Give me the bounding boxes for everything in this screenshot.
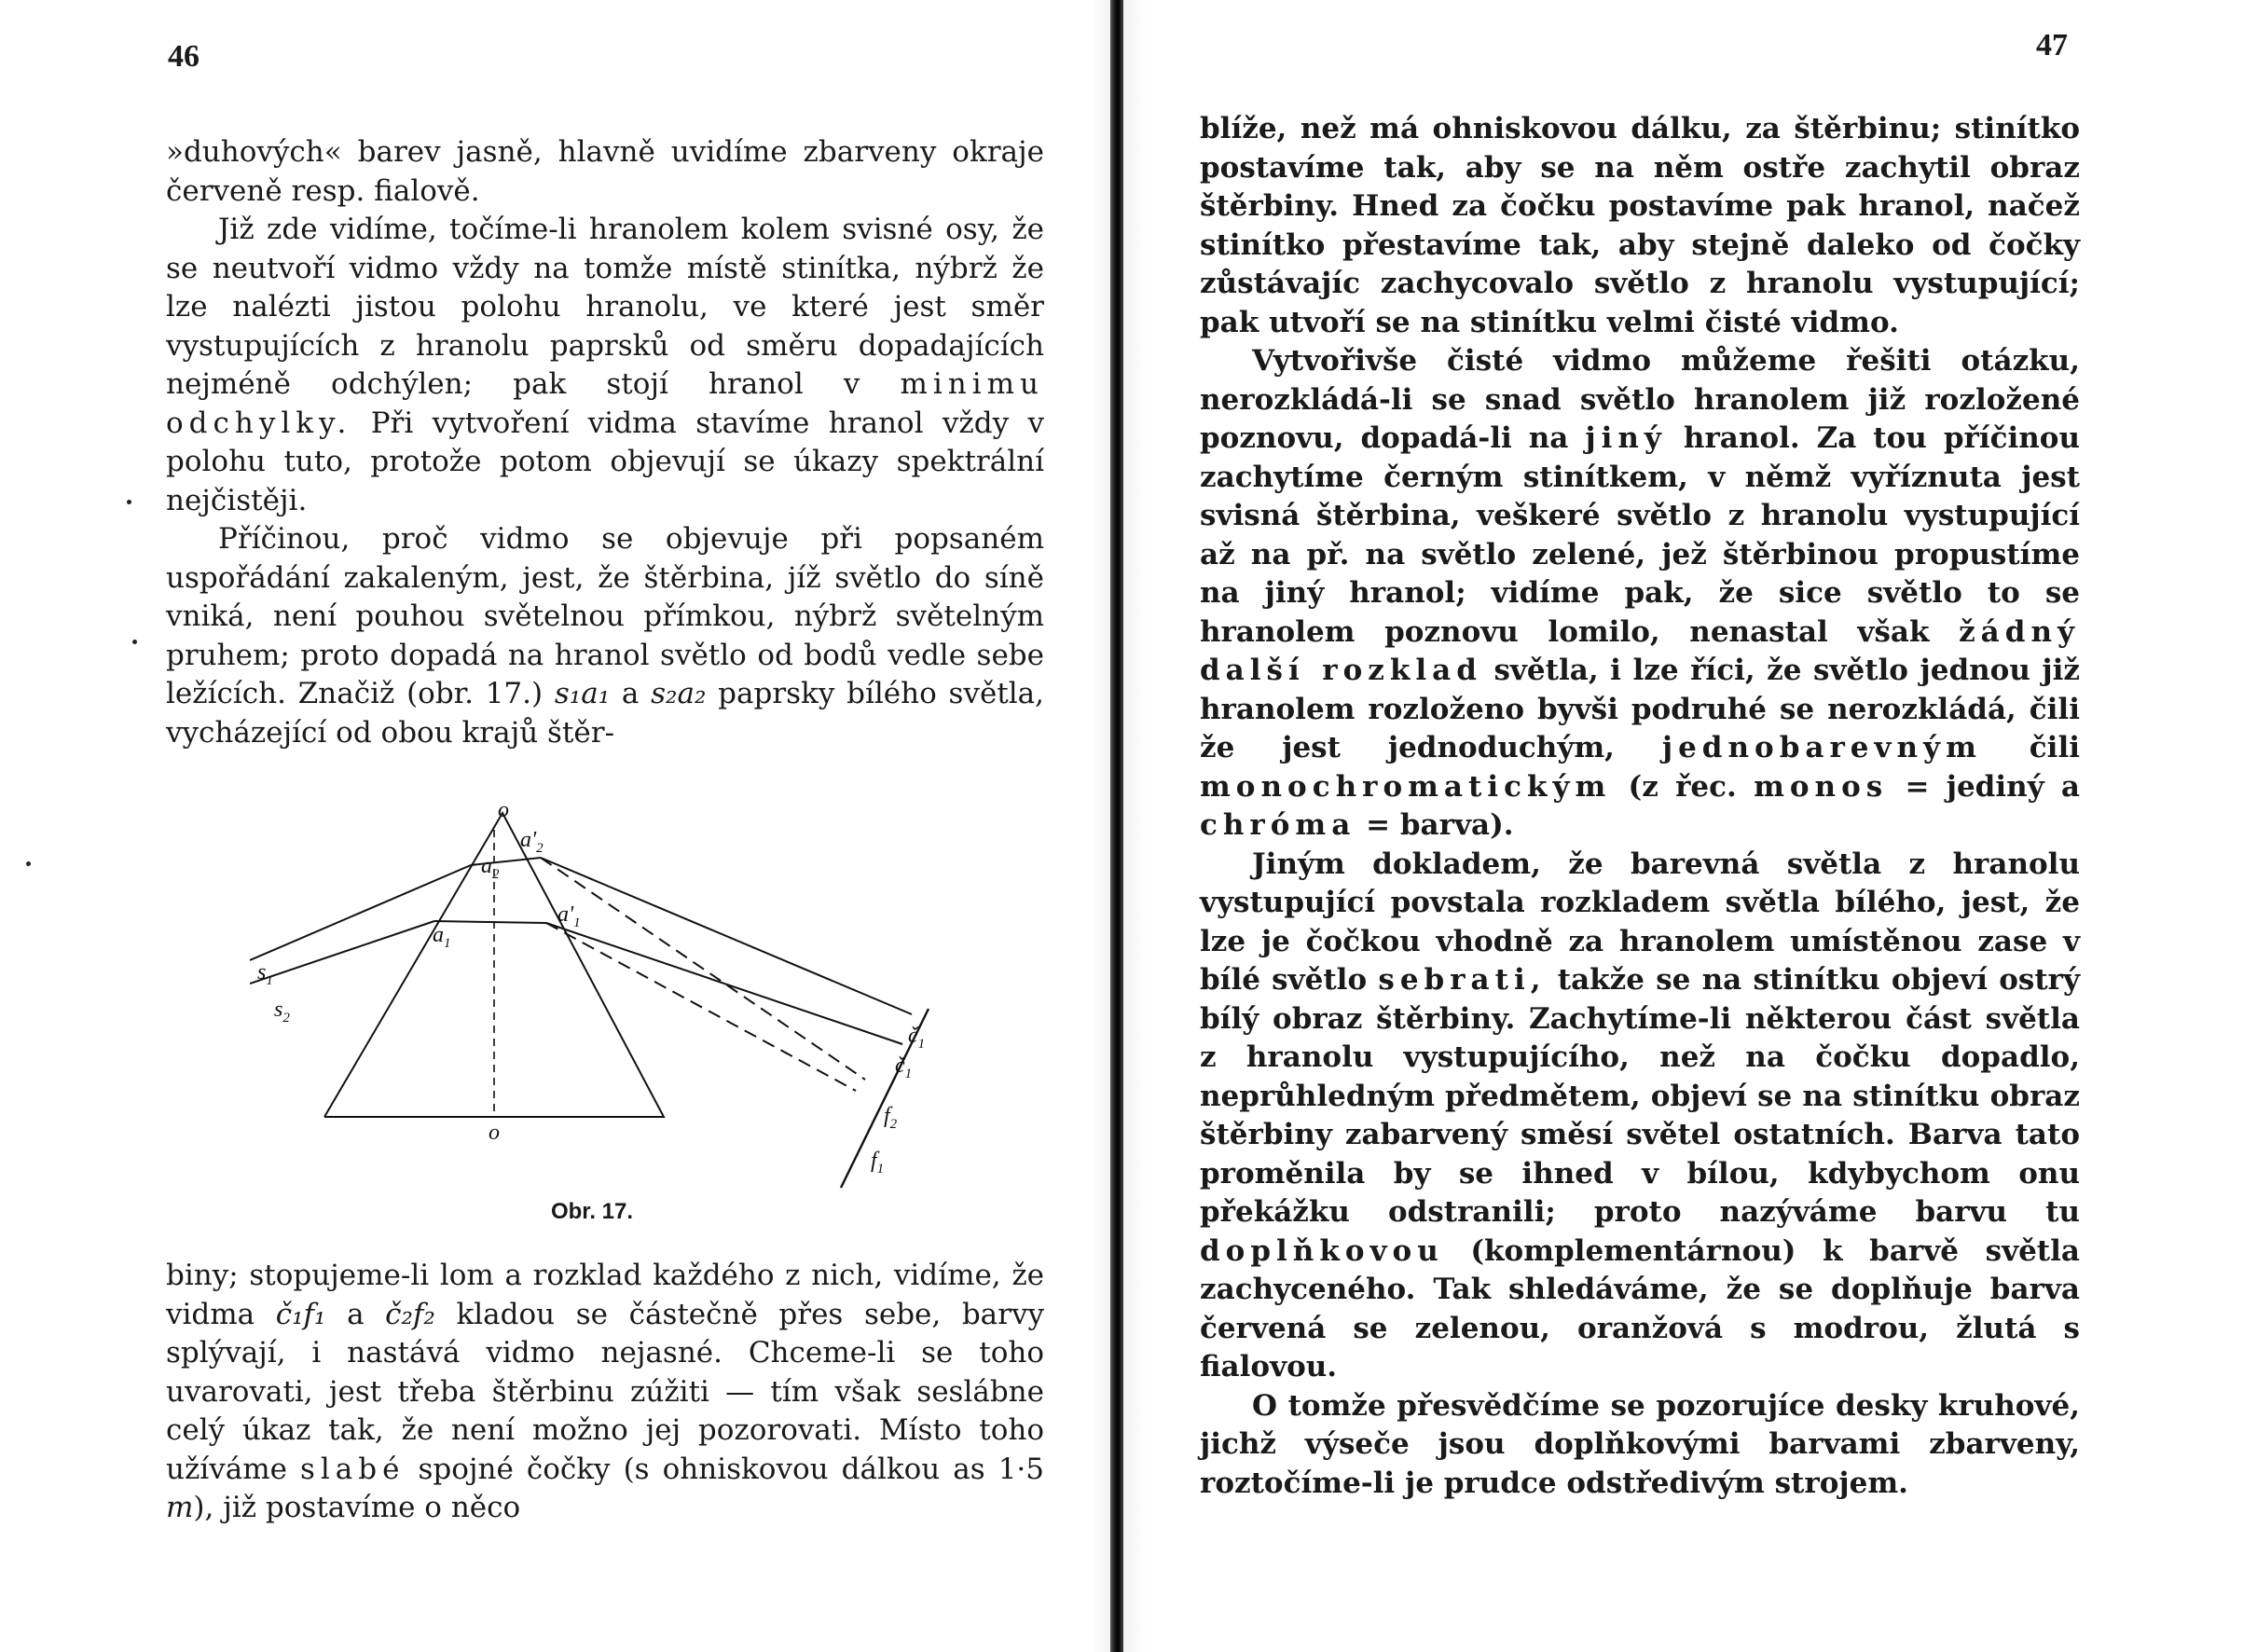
svg-text:a1: $a_1$ xyxy=(433,923,451,951)
right-text-block xyxy=(1200,110,2080,1503)
svg-text:s1: $s_1$ xyxy=(257,960,273,988)
math-c1f1: č₁f₁ xyxy=(275,1297,326,1331)
paragraph: Jiným dokladem, že barevná světla z hranolu vystupující povstala rozkladem světla bílého, jest, že lze je čočkou vhodně za hranolem umístěnou zase v bílé světlo sebrati, takže se na stinítku objeví ostrý bílý obraz štěrbiny. Zachytíme-li některou část světla z hranolu vystupujícího, než na čočku dopadlo, neprůhledným předmětem, objeví se na stinítku obraz štěrbiny zabarvený směsí světel ostatních. Barva tato proměnila by se ihned v bílou, kdybychom onu překážku odstranili; proto nazýváme barvu tu doplňkovou (komplementárnou) k barvě světla zachyceného. Tak shledáváme, že se doplňuje barva červená se zelenou, oranžová s modrou, žlutá s fialovou. xyxy=(1200,847,2080,1384)
svg-text:o: o xyxy=(498,802,509,822)
page-number-left: 46 xyxy=(168,39,200,74)
paragraph: biny; stopujeme-li lom a rozklad každého z nich, vidíme, že vidma č₁f₁ a č₂f₂ kladou se částečně přes sebe, barvy splývají, i nastává vidmo nejasné. Chceme-li se toho uvarovati, jest třeba štěrbinu zúžiti — tím však seslábne celý úkaz tak, že není možno jej pozorovati. Místo toho užíváme slabé spojné čočky (s ohniskovou dálkou as 1·5 m), již postavíme o něco xyxy=(166,1259,1045,1524)
ray-s2 xyxy=(250,921,434,984)
prism-diagram xyxy=(250,802,958,1193)
paragraph: O tomže přesvědčíme se pozorujíce desky kruhové, jichž výseče jsou doplňkovými barvami zbarveny, roztočíme-li je prudce odstředivým strojem. xyxy=(1200,1388,2080,1500)
left-text-block-bottom xyxy=(166,1257,1044,1528)
svg-text:f1: $f_1$ xyxy=(871,1149,885,1177)
page-number-right: 47 xyxy=(2036,28,2068,62)
prism-figure xyxy=(250,802,958,1193)
math-s1a1: s₁a₁ xyxy=(554,677,611,710)
math-s2a2: s₂a₂ xyxy=(651,677,707,710)
paragraph: Příčinou, proč vidmo se objevuje při popsaném uspořádání zakaleným, jest, že štěrbina, jíž světlo do síně vniká, není pouhou světelnou přímkou, nýbrž světelným pruhem; proto dopadá na hranol světlo od bodů vedle sebe ležících. Značiž (obr. 17.) s₁a₁ a s₂a₂ paprsky bílého světla, vycházející od obou krajů štěr- xyxy=(166,522,1044,750)
print-speck xyxy=(127,500,131,504)
svg-text:o: o xyxy=(489,1121,500,1145)
svg-text:a'2: $a'_2$ xyxy=(520,828,544,856)
print-speck xyxy=(132,640,137,644)
paragraph: Již zde vidíme, točíme-li hranolem kolem svisné osy, že se neutvoří vidmo vždy na tomže místě stinítka, nýbrž že lze nalézti jistou polohu hranolu, ve které jest směr vystupujících z hranolu paprsků od směru dopadajících nejméně odchýlen; pak stojí hranol v minimu odchylky. Při vytvoření vidma stavíme hranol vždy v polohu tuto, protože potom objevují se úkazy spektrální nejčistěji. xyxy=(166,213,1044,517)
print-speck xyxy=(26,861,31,866)
math-c2f2: č₂f₂ xyxy=(385,1297,435,1331)
svg-text:a2: $a_2$ xyxy=(481,854,500,882)
svg-text:s2: $s_2$ xyxy=(274,998,290,1026)
svg-text:č1: $č_1$ xyxy=(908,1024,926,1052)
ray-c2 xyxy=(546,923,902,1044)
paragraph: blíže, než má ohniskovou dálku, za štěrbinu; stinítko postavíme tak, aby se na něm ostře zachytil obraz štěrbiny. Hned za čočku postavíme pak hranol, načež stinítko přestavíme tak, aby stejně daleko od čočky zůstávajíc zachycovalo světlo z hranolu vystupující; pak utvoří se na stinítku velmi čisté vidmo. xyxy=(1200,112,2080,339)
ray-f1 xyxy=(546,923,856,1091)
ray-f2 xyxy=(541,858,865,1080)
paragraph: »duhových« barev jasně, hlavně uvidíme zbarveny okraje červeně resp. fialově. xyxy=(166,135,1044,208)
ray-inside-lower xyxy=(434,921,546,923)
svg-text:a'1: $a'_1$ xyxy=(557,902,581,930)
svg-text:č1: $č_1$ xyxy=(895,1053,913,1081)
figure-caption: Obr. 17. xyxy=(550,1199,634,1224)
left-text-block-top xyxy=(166,133,1044,752)
binding-gutter xyxy=(1110,0,1123,1652)
svg-text:f2: $f_2$ xyxy=(884,1104,898,1132)
paragraph: Vytvořivše čisté vidmo můžeme řešiti otázku, nerozkládá-li se snad světlo hranolem již rozložené poznovu, dopadá-li na jiný hranol. Za tou příčinou zachytíme černým stinítkem, v němž vyříznuta jest svisná štěrbina, veškeré světlo z hranolu vystupující až na př. na světlo zelené, jež štěrbinou propustíme na jiný hranol; vidíme pak, že sice světlo to se hranolem poznovu lomilo, nenastal však žádný další rozklad světla, i lze říci, že světlo jednou již hranolem rozloženo byvši podruhé se nerozkládá, čili že jest jednoduchým, jednobarevným čili monochromatickým (z řec. monos = jediný a chróma = barva). xyxy=(1200,344,2081,842)
